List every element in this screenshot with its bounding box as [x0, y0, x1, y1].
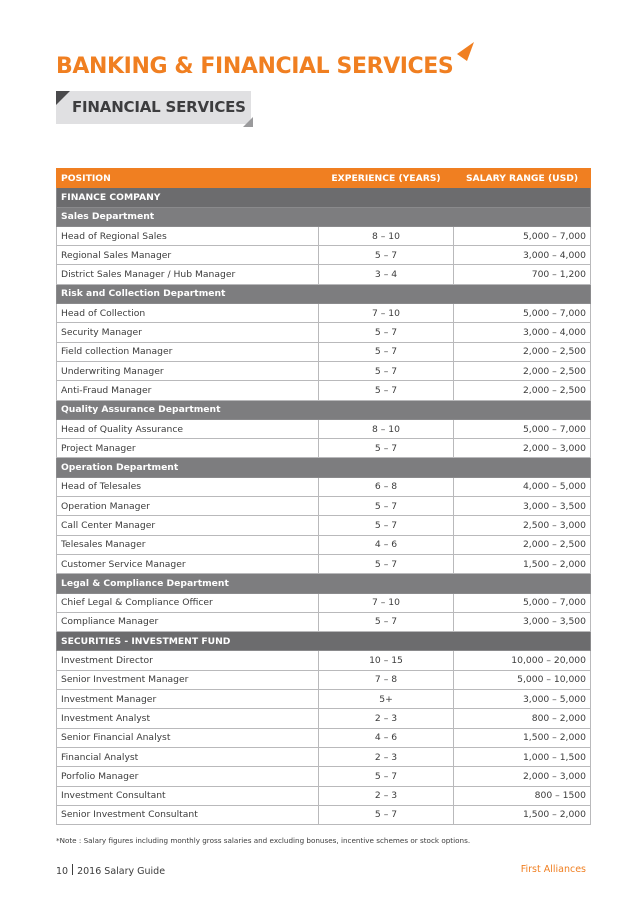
position-cell: Project Manager [57, 439, 319, 458]
table-row [57, 593, 591, 612]
department-row [57, 458, 591, 477]
department-label: Risk and Collection Department [57, 284, 591, 303]
experience-cell: 4 – 6 [319, 535, 454, 554]
position-cell: Head of Regional Sales [57, 226, 319, 245]
salary-cell: 2,000 – 2,500 [454, 342, 591, 361]
experience-cell: 5 – 7 [319, 554, 454, 573]
experience-cell: 3 – 4 [319, 265, 454, 284]
table-row [57, 728, 591, 747]
footer-brand: First Alliances [520, 864, 586, 875]
experience-cell: 8 – 10 [319, 226, 454, 245]
department-row [57, 284, 591, 303]
table-row [57, 323, 591, 342]
guide-title: 2016 Salary Guide [77, 866, 166, 877]
page-title: BANKING & FINANCIAL SERVICES [56, 54, 454, 79]
section-title: FINANCIAL SERVICES [72, 98, 246, 116]
position-cell: Senior Investment Manager [57, 670, 319, 689]
position-cell: Telesales Manager [57, 535, 319, 554]
table-row [57, 690, 591, 709]
salary-cell: 3,000 – 5,000 [454, 690, 591, 709]
experience-cell: 2 – 3 [319, 709, 454, 728]
position-cell: Customer Service Manager [57, 554, 319, 573]
table-row [57, 361, 591, 380]
salary-cell: 800 – 1500 [454, 786, 591, 805]
salary-cell: 800 – 2,000 [454, 709, 591, 728]
table-row [57, 786, 591, 805]
table-row [57, 226, 591, 245]
position-cell: Investment Director [57, 651, 319, 670]
department-row [57, 400, 591, 419]
section-label: FINANCE COMPANY [57, 188, 591, 207]
table-row [57, 612, 591, 631]
experience-cell: 5 – 7 [319, 805, 454, 824]
page-number: 10 [56, 866, 69, 877]
table-row [57, 651, 591, 670]
table-row [57, 265, 591, 284]
experience-cell: 5+ [319, 690, 454, 709]
salary-table [56, 168, 591, 825]
experience-cell: 5 – 7 [319, 516, 454, 535]
position-cell: Call Center Manager [57, 516, 319, 535]
position-cell: District Sales Manager / Hub Manager [57, 265, 319, 284]
experience-cell: 5 – 7 [319, 767, 454, 786]
salary-cell: 5,000 – 7,000 [454, 419, 591, 438]
salary-cell: 5,000 – 10,000 [454, 670, 591, 689]
salary-cell: 2,000 – 3,000 [454, 439, 591, 458]
position-cell: Regional Sales Manager [57, 246, 319, 265]
department-label: Quality Assurance Department [57, 400, 591, 419]
table-row [57, 516, 591, 535]
table-row [57, 304, 591, 323]
salary-cell: 1,500 – 2,000 [454, 728, 591, 747]
salary-cell: 1,500 – 2,000 [454, 805, 591, 824]
experience-cell: 7 – 10 [319, 304, 454, 323]
table-row [57, 709, 591, 728]
experience-cell: 5 – 7 [319, 497, 454, 516]
salary-cell: 2,000 – 2,500 [454, 381, 591, 400]
footnote: *Note : Salary figures including monthly gross salaries and excluding bonuses, incentive schemes or stock options. [56, 836, 471, 845]
position-cell: Investment Consultant [57, 786, 319, 805]
footer-page-info [56, 864, 165, 877]
salary-cell: 700 – 1,200 [454, 265, 591, 284]
column-header-salary: SALARY RANGE (USD) [454, 169, 591, 188]
position-cell: Head of Quality Assurance [57, 419, 319, 438]
experience-cell: 5 – 7 [319, 342, 454, 361]
table-row [57, 554, 591, 573]
section-row [57, 632, 591, 651]
table-row [57, 805, 591, 824]
salary-cell: 5,000 – 7,000 [454, 593, 591, 612]
table-row [57, 670, 591, 689]
experience-cell: 5 – 7 [319, 323, 454, 342]
position-cell: Underwriting Manager [57, 361, 319, 380]
salary-cell: 2,000 – 2,500 [454, 361, 591, 380]
table-row [57, 767, 591, 786]
table-row [57, 439, 591, 458]
position-cell: Chief Legal & Compliance Officer [57, 593, 319, 612]
experience-cell: 2 – 3 [319, 786, 454, 805]
position-cell: Compliance Manager [57, 612, 319, 631]
table-row [57, 497, 591, 516]
experience-cell: 10 – 15 [319, 651, 454, 670]
table-row [57, 342, 591, 361]
position-cell: Head of Collection [57, 304, 319, 323]
section-label: SECURITIES - INVESTMENT FUND [57, 632, 591, 651]
salary-cell: 3,000 – 3,500 [454, 497, 591, 516]
salary-cell: 5,000 – 7,000 [454, 226, 591, 245]
experience-cell: 5 – 7 [319, 439, 454, 458]
table-row [57, 246, 591, 265]
table-row [57, 747, 591, 766]
salary-cell: 4,000 – 5,000 [454, 477, 591, 496]
experience-cell: 7 – 8 [319, 670, 454, 689]
position-cell: Investment Manager [57, 690, 319, 709]
position-cell: Senior Financial Analyst [57, 728, 319, 747]
experience-cell: 2 – 3 [319, 747, 454, 766]
department-label: Sales Department [57, 207, 591, 226]
column-header-experience: EXPERIENCE (YEARS) [319, 169, 454, 188]
table-body [57, 188, 591, 825]
table-row [57, 419, 591, 438]
table-row [57, 381, 591, 400]
banner-fold-icon [243, 117, 253, 127]
salary-cell: 2,000 – 2,500 [454, 535, 591, 554]
position-cell: Financial Analyst [57, 747, 319, 766]
column-header-position: POSITION [57, 169, 319, 188]
position-cell: Field collection Manager [57, 342, 319, 361]
position-cell: Porfolio Manager [57, 767, 319, 786]
table-row [57, 535, 591, 554]
salary-cell: 10,000 – 20,000 [454, 651, 591, 670]
experience-cell: 5 – 7 [319, 612, 454, 631]
experience-cell: 6 – 8 [319, 477, 454, 496]
salary-cell: 2,000 – 3,000 [454, 767, 591, 786]
salary-cell: 1,000 – 1,500 [454, 747, 591, 766]
salary-cell: 5,000 – 7,000 [454, 304, 591, 323]
corner-arrow-icon [455, 40, 475, 62]
experience-cell: 5 – 7 [319, 246, 454, 265]
experience-cell: 7 – 10 [319, 593, 454, 612]
banner-corner-icon [56, 91, 70, 105]
footer-separator [72, 864, 73, 875]
position-cell: Security Manager [57, 323, 319, 342]
position-cell: Operation Manager [57, 497, 319, 516]
department-row [57, 574, 591, 593]
position-cell: Senior Investment Consultant [57, 805, 319, 824]
experience-cell: 5 – 7 [319, 381, 454, 400]
experience-cell: 5 – 7 [319, 361, 454, 380]
section-row [57, 188, 591, 207]
salary-cell: 3,000 – 4,000 [454, 246, 591, 265]
department-row [57, 207, 591, 226]
table-row [57, 477, 591, 496]
position-cell: Head of Telesales [57, 477, 319, 496]
salary-cell: 3,000 – 3,500 [454, 612, 591, 631]
salary-cell: 3,000 – 4,000 [454, 323, 591, 342]
department-label: Legal & Compliance Department [57, 574, 591, 593]
experience-cell: 4 – 6 [319, 728, 454, 747]
position-cell: Investment Analyst [57, 709, 319, 728]
salary-cell: 2,500 – 3,000 [454, 516, 591, 535]
position-cell: Anti-Fraud Manager [57, 381, 319, 400]
table-header-row [57, 169, 591, 188]
department-label: Operation Department [57, 458, 591, 477]
experience-cell: 8 – 10 [319, 419, 454, 438]
salary-cell: 1,500 – 2,000 [454, 554, 591, 573]
